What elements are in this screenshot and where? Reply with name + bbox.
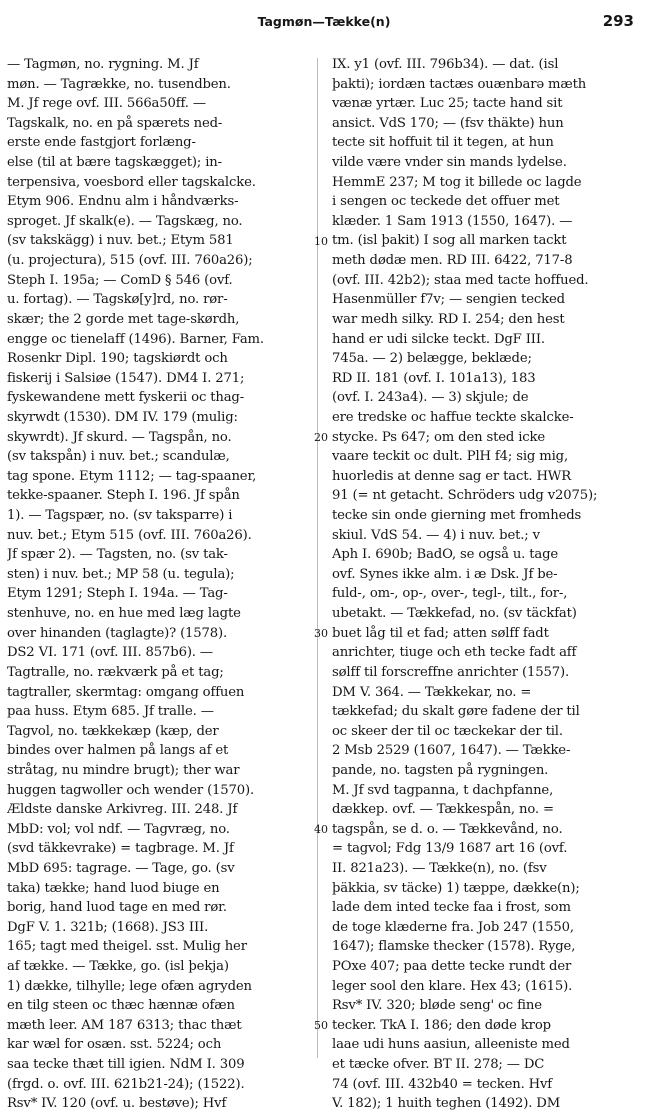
page-header bbox=[0, 10, 648, 34]
right-column-line: tecker. TkA I. 186; den døde krop bbox=[332, 1017, 551, 1033]
right-column-line: ansict. VdS 170; — (fsv thäkte) hun bbox=[332, 115, 564, 131]
left-column-line: Ældste danske Arkivreg. III. 248. Jf bbox=[7, 802, 238, 818]
right-column-line: 2 Msb 2529 (1607, 1647). — Tække- bbox=[332, 743, 571, 759]
left-column-line: MbD 695: tagrage. — Tage, go. (sv bbox=[7, 860, 235, 876]
left-column-line: M. Jf rege ovf. III. 566a50ff. — bbox=[7, 96, 206, 112]
left-column-line: bindes over halmen på langs af et bbox=[7, 743, 229, 759]
right-column-line: Aph I. 690b; BadO, se også u. tage bbox=[332, 547, 559, 563]
left-column-line: sproget. Jf skalk(e). — Tagskæg, no. bbox=[7, 213, 243, 229]
line-number: 10 bbox=[314, 234, 328, 248]
left-column-line: af tække. — Tække, go. (isl þekja) bbox=[7, 959, 229, 975]
right-column-line: RD II. 181 (ovf. I. 101a13), 183 bbox=[332, 370, 536, 386]
left-column-line: Etym 1291; Steph I. 194a. — Tag- bbox=[7, 586, 228, 602]
left-column-line: (sv takspån) i nuv. bet.; scandulæ, bbox=[7, 449, 230, 465]
right-column-line: V. 182); 1 huith teghen (1492). DM bbox=[332, 1096, 561, 1112]
left-column-line: fiskerij i Salsiøe (1547). DM4 I. 271; bbox=[7, 370, 245, 386]
right-column-line: 91 (= nt getacht. Schröders udg v2075); bbox=[332, 488, 598, 504]
left-column-line: stenhuve, no. en hue med læg lagte bbox=[7, 606, 241, 622]
left-column-line: Rosenkr Dipl. 190; tagskiørdt och bbox=[7, 351, 228, 367]
left-column-line: Tagvol, no. tækkekæp (kæp, der bbox=[7, 723, 219, 739]
right-column-line: tækkefad; du skalt gøre fadene der til bbox=[332, 704, 580, 720]
left-column-line: Tagskalk, no. en på spærets ned- bbox=[7, 115, 223, 131]
left-column-line: borig, hand luod tage en med rør. bbox=[7, 900, 227, 916]
left-column-line: MbD: vol; vol ndf. — Tagvræg, no. bbox=[7, 821, 230, 837]
right-column-line: buet låg til et fad; atten sølff fadt bbox=[332, 625, 549, 641]
right-column-line: tm. (isl þakit) I sog all marken tackt bbox=[332, 233, 567, 249]
right-column-line: 745a. — 2) belægge, beklæde; bbox=[332, 351, 532, 367]
left-column-line: fyskewandene mett fyskerii oc thag- bbox=[7, 390, 245, 406]
left-column-line: sten) i nuv. bet.; MP 58 (u. tegula); bbox=[7, 566, 235, 582]
right-column-line: huorledis at denne sag er tact. HWR bbox=[332, 468, 571, 484]
line-number: 50 bbox=[314, 1019, 328, 1033]
right-column-line: hand er udi silcke teckt. DgF III. bbox=[332, 331, 545, 347]
right-column-line: war medh silky. RD I. 254; den hest bbox=[332, 311, 565, 327]
right-column-line: þakti); iordæn tactæs ouænbarǝ mæth bbox=[332, 76, 587, 92]
left-column-line: taka) tække; hand luod biuge en bbox=[7, 880, 220, 896]
left-column-line: saa tecke thæt till igien. NdM I. 309 bbox=[7, 1057, 245, 1073]
left-column-line: Jf spær 2). — Tagsten, no. (sv tak- bbox=[7, 547, 228, 563]
right-column-line: vilde være vnder sin mands lydelse. bbox=[332, 155, 567, 171]
left-column-line: paa huss. Etym 685. Jf tralle. — bbox=[7, 704, 214, 720]
right-column-line: HemmE 237; M tog it billede oc lagde bbox=[332, 174, 582, 190]
left-column-line: Etym 906. Endnu alm i håndværks- bbox=[7, 194, 239, 210]
right-column bbox=[332, 55, 638, 1114]
left-column-line: u. fortag). — Tagskø[y]rd, no. rør- bbox=[7, 292, 228, 308]
left-column-line: stråtag, nu mindre brugt); ther war bbox=[7, 762, 240, 778]
right-column-line: 1647); flamske thecker (1578). Ryge, bbox=[332, 939, 576, 955]
right-column-line: ovf. Synes ikke alm. i æ Dsk. Jf be- bbox=[332, 566, 558, 582]
left-column-line: huggen tagwoller och wender (1570). bbox=[7, 782, 255, 798]
left-column-line: skær; the 2 gorde met tage-skørdh, bbox=[7, 311, 240, 327]
right-column-line: vaare teckit oc dult. PlH f4; sig mig, bbox=[332, 449, 568, 465]
left-column-line: erste ende fastgjort forlæng- bbox=[7, 135, 196, 151]
right-column-line: leger sool den klare. Hex 43; (1615). bbox=[332, 978, 573, 994]
left-column-line: terpensiva, voesbord eller tagskalcke. bbox=[7, 174, 256, 190]
left-column-line: 1) dække, tilhylle; lege ofæn agryden bbox=[7, 978, 252, 994]
right-column-line: = tagvol; Fdg 13/9 1687 art 16 (ovf. bbox=[332, 841, 568, 857]
left-column-line: Tagtralle, no. rækværk på et tag; bbox=[7, 664, 224, 680]
right-column-line: oc skeer der til oc tæckekar der til. bbox=[332, 723, 563, 739]
left-column-line: over hinanden (taglagte)? (1578). bbox=[7, 625, 228, 641]
right-column-line: vænæ yrtær. Luc 25; tacte hand sit bbox=[332, 96, 563, 112]
left-column bbox=[7, 55, 309, 1114]
page-number: 293 bbox=[602, 12, 634, 30]
right-column-line: et tæcke ofver. BT II. 278; — DC bbox=[332, 1057, 545, 1073]
right-column-line: M. Jf svd tagpanna, t dachpfanne, bbox=[332, 782, 554, 798]
left-column-line: (u. projectura), 515 (ovf. III. 760a26); bbox=[7, 253, 253, 269]
left-column-line: kar wæl for osæn. sst. 5224; och bbox=[7, 1037, 222, 1053]
left-column-line: tag spone. Etym 1112; — tag-spaaner, bbox=[7, 468, 257, 484]
right-column-line: de toge klæderne fra. Job 247 (1550, bbox=[332, 919, 574, 935]
right-column-line: dækkep. ovf. — Tækkespån, no. = bbox=[332, 802, 554, 818]
right-column-line: POxe 407; paa dette tecke rundt der bbox=[332, 959, 572, 975]
left-column-line: Rsv* IV. 120 (ovf. u. bestøve); Hvf bbox=[7, 1096, 227, 1112]
left-column-line: nuv. bet.; Etym 515 (ovf. III. 760a26). bbox=[7, 527, 252, 543]
right-column-line: lade dem inted tecke faa i frost, som bbox=[332, 900, 571, 916]
right-column-line: 74 (ovf. III. 432b40 = tecken. Hvf bbox=[332, 1076, 553, 1092]
right-column-line: laae udi huns aasiun, alleeniste med bbox=[332, 1037, 570, 1053]
right-column-line: i sengen oc teckede det offuer met bbox=[332, 194, 560, 210]
line-number: 20 bbox=[314, 430, 328, 444]
right-column-line: ubetakt. — Tækkefad, no. (sv täckfat) bbox=[332, 606, 577, 622]
left-column-line: 1). — Tagspær, no. (sv taksparre) i bbox=[7, 508, 233, 524]
right-column-line: IX. y1 (ovf. III. 796b34). — dat. (isl bbox=[332, 57, 559, 72]
left-column-line: møn. — Tagrække, no. tusendben. bbox=[7, 76, 231, 92]
left-column-line: — Tagmøn, no. rygning. M. Jf bbox=[7, 57, 199, 72]
left-column-line: (svd täkkevrake) = tagbrage. M. Jf bbox=[7, 841, 234, 857]
left-column-line: tekke-spaaner. Steph I. 196. Jf spån bbox=[7, 488, 240, 504]
right-column-line: anrichter, tiuge och eth tecke fadt aff bbox=[332, 645, 577, 661]
left-column-line: (frgd. o. ovf. III. 621b21-24); (1522). bbox=[7, 1076, 245, 1092]
column-divider bbox=[317, 58, 318, 1058]
right-column-line: ere tredske oc haffue teckte skalcke- bbox=[332, 409, 574, 425]
right-column-line: klæder. 1 Sam 1913 (1550, 1647). — bbox=[332, 213, 573, 229]
right-column-line: tagspån, se d. o. — Tækkevånd, no. bbox=[332, 821, 563, 837]
line-number: 30 bbox=[314, 626, 328, 640]
right-column-line: tecke sin onde gierning met fromheds bbox=[332, 508, 582, 524]
line-number: 40 bbox=[314, 823, 328, 837]
left-column-line: en tilg steen oc thæc hænnæ ofæn bbox=[7, 998, 235, 1014]
left-column-line: (sv takskägg) i nuv. bet.; Etym 581 bbox=[7, 233, 234, 249]
right-column-line: (ovf. I. 243a4). — 3) skjule; de bbox=[332, 390, 529, 406]
left-column-line: mæth leer. AM 187 6313; thac thæt bbox=[7, 1017, 242, 1033]
left-column-line: DS2 VI. 171 (ovf. III. 857b6). — bbox=[7, 645, 213, 661]
left-column-line: tagtraller, skermtag: omgang offuen bbox=[7, 684, 245, 700]
right-column-line: Hasenmüller f7v; — sengien tecked bbox=[332, 292, 565, 308]
running-title: Tagmøn—Tække(n) bbox=[257, 14, 391, 29]
right-column-line: Rsv* IV. 320; bløde seng' oc fine bbox=[332, 998, 542, 1014]
right-column-line: II. 821a23). — Tække(n), no. (fsv bbox=[332, 860, 547, 876]
left-column-line: DgF V. 1. 321b; (1668). JS3 III. bbox=[7, 919, 209, 935]
right-column-line: þäkkia, sv täcke) 1) tæppe, dække(n); bbox=[332, 880, 580, 896]
right-column-line: stycke. Ps 647; om den sted icke bbox=[332, 429, 546, 445]
right-column-line: fuld-, om-, op-, over-, tegl-, tilt., for-, bbox=[332, 586, 568, 602]
left-column-line: 165; tagt med theigel. sst. Mulig her bbox=[7, 939, 247, 955]
left-column-line: engge oc tienelaff (1496). Barner, Fam. bbox=[7, 331, 264, 347]
left-column-line: skywrdt). Jf skurd. — Tagspån, no. bbox=[7, 429, 232, 445]
right-column-line: skiul. VdS 54. — 4) i nuv. bet.; v bbox=[332, 527, 540, 543]
right-column-line: meth dødæ men. RD III. 6422, 717-8 bbox=[332, 253, 573, 269]
left-column-line: else (til at bære tagskægget); in- bbox=[7, 155, 222, 171]
left-column-line: Steph I. 195a; — ComD § 546 (ovf. bbox=[7, 272, 233, 288]
right-column-line: DM V. 364. — Tækkekar, no. = bbox=[332, 684, 532, 700]
right-column-line: tecte sit hoffuit til it tegen, at hun bbox=[332, 135, 554, 151]
right-column-line: (ovf. III. 42b2); staa med tacte hoffued. bbox=[332, 272, 589, 288]
right-column-line: pande, no. tagsten på rygningen. bbox=[332, 762, 549, 778]
right-column-line: sølff til forscreffne anrichter (1557). bbox=[332, 664, 569, 680]
left-column-line: skyrwdt (1530). DM IV. 179 (mulig: bbox=[7, 409, 238, 425]
